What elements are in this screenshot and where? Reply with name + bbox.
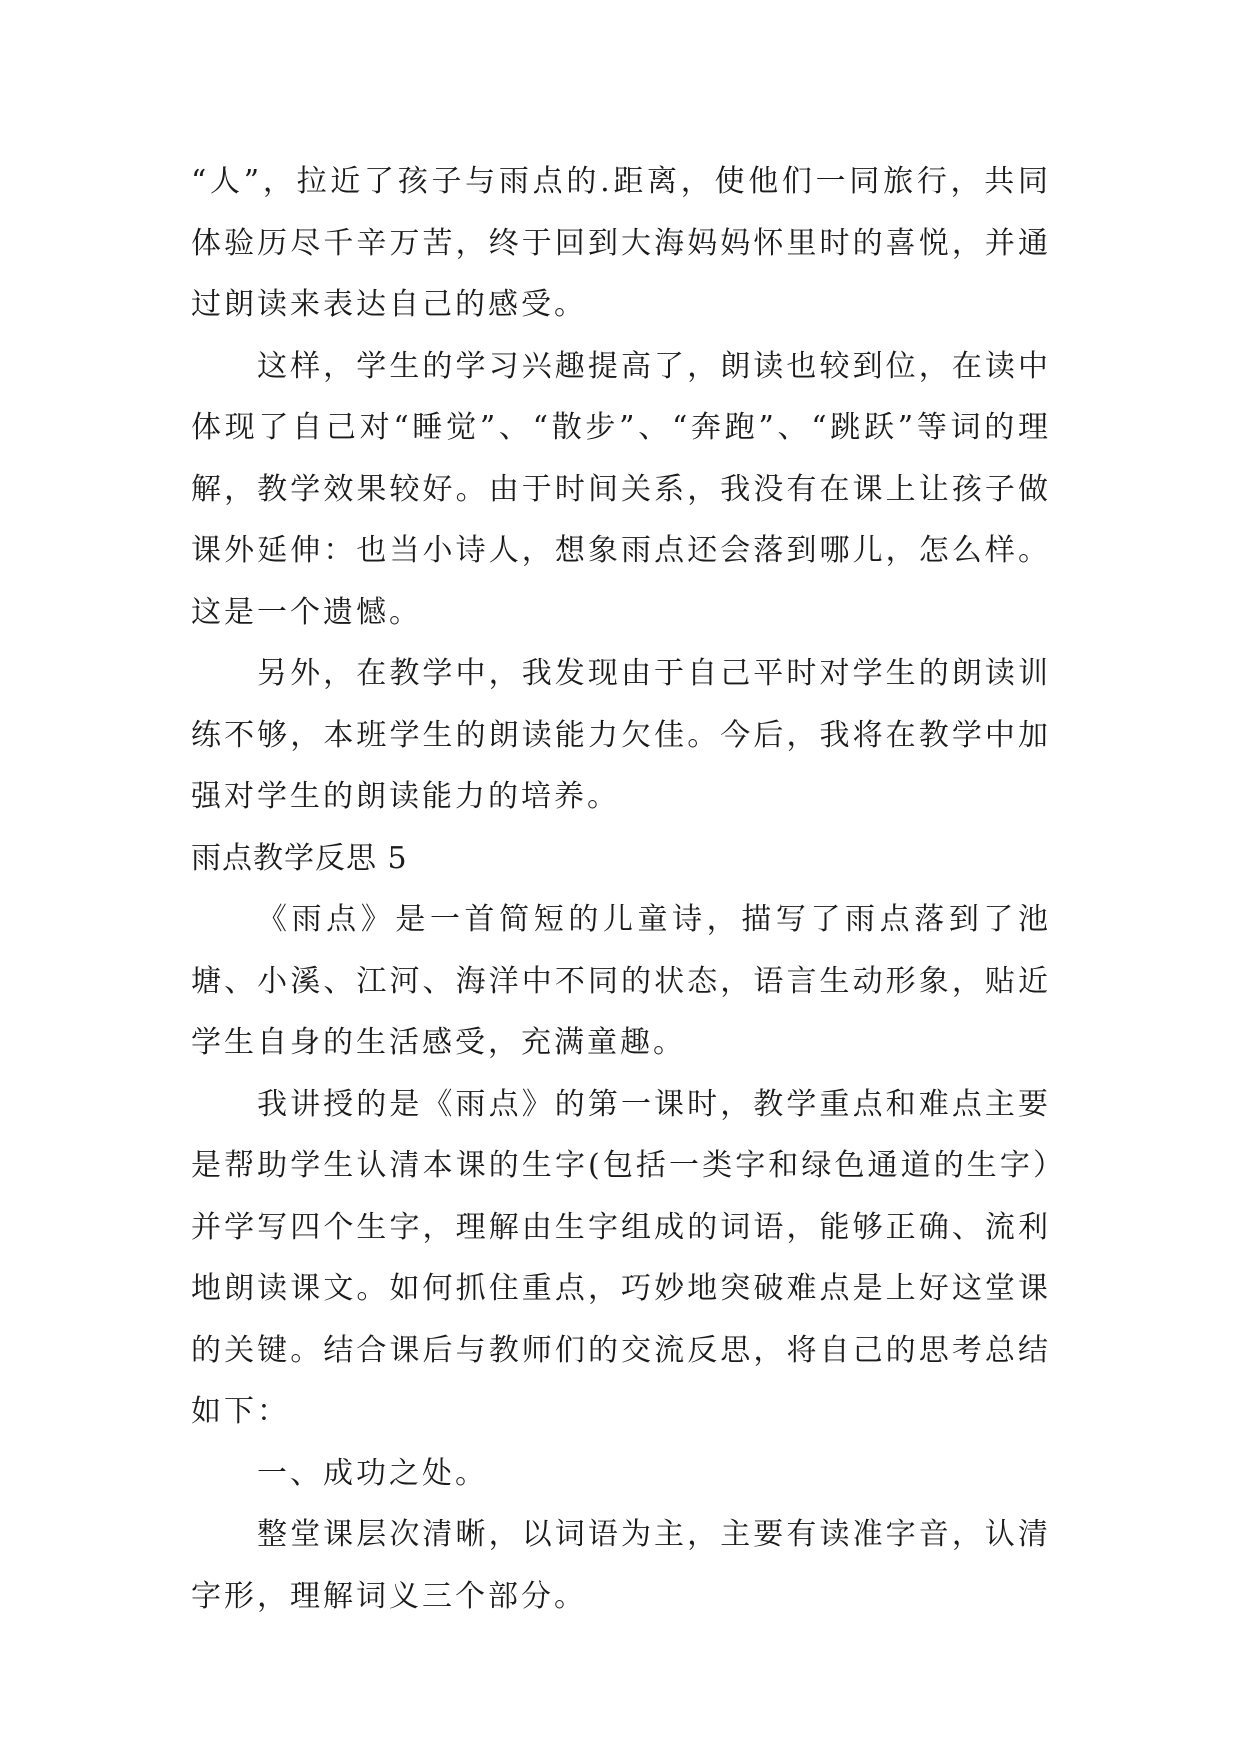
paragraph: 整堂课层次清晰，以词语为主，主要有读准字音，认清字形，理解词义三个部分。	[191, 1517, 1051, 1614]
document-body	[191, 151, 1051, 1627]
paragraph: 另外，在教学中，我发现由于自己平时对学生的朗读训练不够，本班学生的朗读能力欠佳。今后，我将在教学中加强对学生的朗读能力的培养。	[191, 656, 1051, 814]
subheading-success: 一、成功之处。	[257, 1455, 488, 1491]
section-heading: 雨点教学反思 5	[191, 840, 408, 876]
paragraph: 我讲授的是《雨点》的第一课时，教学重点和难点主要是帮助学生认清本课的生字(包括一类字和绿色通道的生字）并学写四个生字，理解由生字组成的词语，能够正确、流利地朗读课文。如何抓住重点，巧妙地突破难点是上好这堂课的关键。结合课后与教师们的交流反思，将自己的思考总结如下：	[191, 1086, 1051, 1429]
paragraph: “人”，拉近了孩子与雨点的.距离，使他们一同旅行，共同体验历尽千辛万苦，终于回到大海妈妈怀里时的喜悦，并通过朗读来表达自己的感受。	[191, 164, 1051, 322]
paragraph: 《雨点》是一首简短的儿童诗，描写了雨点落到了池塘、小溪、江河、海洋中不同的状态，语言生动形象，贴近学生自身的生活感受，充满童趣。	[191, 902, 1051, 1060]
paragraph: 这样，学生的学习兴趣提高了，朗读也较到位，在读中体现了自己对“睡觉”、“散步”、“奔跑”、“跳跃”等词的理解，教学效果较好。由于时间关系，我没有在课上让孩子做课外延伸：也当小诗人，想象雨点还会落到哪儿，怎么样。这是一个遗憾。	[191, 348, 1051, 630]
